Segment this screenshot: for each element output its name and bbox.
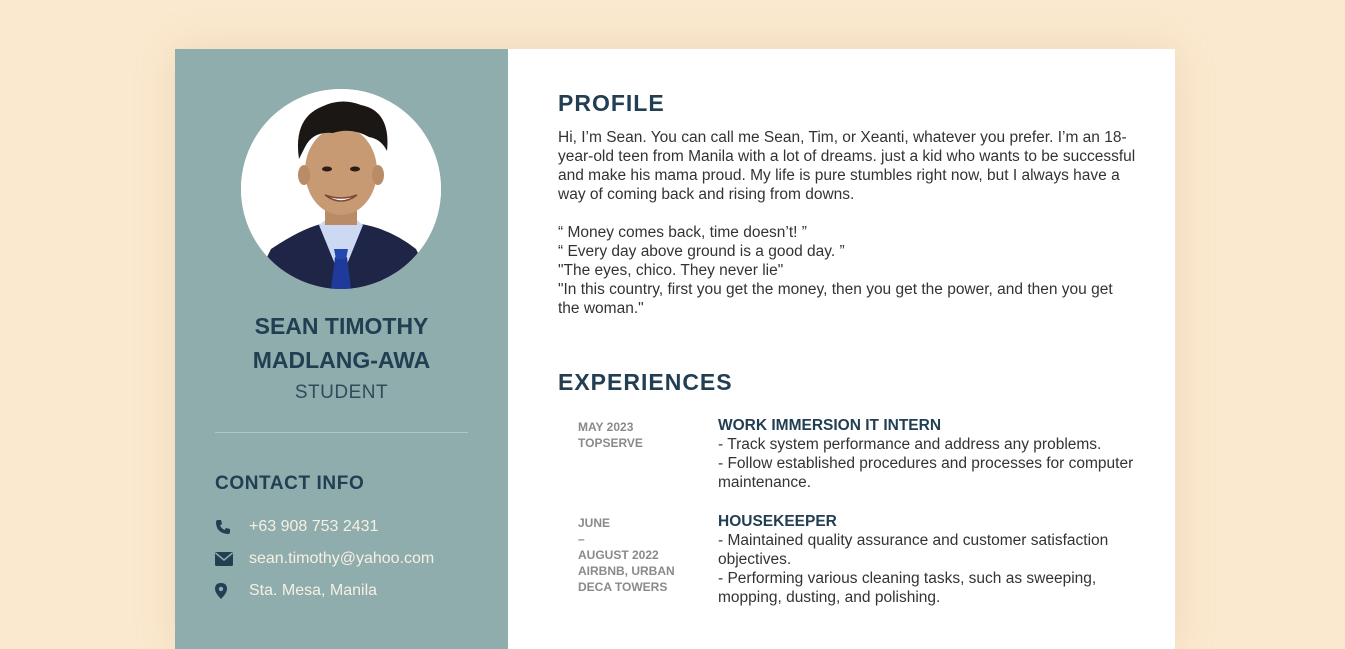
- quote: "In this country, first you get the money, then you get the power, and then you get the woman.": [558, 281, 1113, 317]
- duty-line: - Maintained quality assurance and customer satisfaction objectives.: [718, 532, 1109, 568]
- name-line-2: MADLANG-AWA: [252, 347, 431, 373]
- contact-info-heading: CONTACT INFO: [215, 473, 365, 494]
- experiences-heading: EXPERIENCES: [558, 369, 733, 395]
- avatar: [241, 89, 441, 289]
- profile-intro: Hi, I’m Sean. You can call me Sean, Tim, or Xeanti, whatever you prefer. I’m an 18-year-old teen from Manila with a lot of dreams. just a kid who wants to be successful and make his mama proud. My life is pure stumbles right now, but I always have a way of coming back and rising from downs.: [558, 129, 1136, 203]
- experience-date: [578, 419, 698, 451]
- map-pin-icon: [215, 582, 249, 600]
- duty-line: - Performing various cleaning tasks, such as sweeping, mopping, dusting, and polishing.: [718, 570, 1097, 606]
- quotes-list: [558, 223, 1138, 318]
- date-line: MAY 2023: [578, 420, 634, 434]
- role-title: STUDENT: [294, 382, 389, 403]
- experience-body: [718, 512, 1138, 607]
- experience-date: [578, 515, 698, 595]
- duty-line: - Track system performance and address any problems.: [718, 436, 1102, 453]
- date-line: –: [578, 532, 585, 546]
- phone-icon: [215, 518, 249, 536]
- experience-body: [718, 416, 1138, 492]
- envelope-icon: [215, 550, 249, 568]
- sidebar: [175, 49, 508, 649]
- date-line: AUGUST 2022: [578, 548, 659, 562]
- location-text: Sta. Mesa, Manila: [249, 582, 378, 599]
- quote: “ Every day above ground is a good day. ”: [558, 243, 845, 260]
- company-line: AIRBNB, URBAN: [578, 564, 675, 578]
- contact-phone[interactable]: [215, 516, 378, 538]
- main-content: [558, 49, 1138, 649]
- profile-photo: [241, 89, 441, 289]
- job-title: WORK IMMERSION IT INTERN: [718, 417, 942, 434]
- divider: [215, 432, 468, 433]
- profile-heading: PROFILE: [558, 90, 665, 116]
- company-line: TOPSERVE: [578, 436, 643, 450]
- full-name: [175, 309, 508, 377]
- quote: "The eyes, chico. They never lie": [558, 262, 784, 279]
- quote: “ Money comes back, time doesn’t! ”: [558, 224, 807, 241]
- email-text: sean.timothy@yahoo.com: [249, 550, 435, 567]
- profile-text: [558, 128, 1138, 318]
- contact-location[interactable]: [215, 580, 377, 602]
- phone-text: +63 908 753 2431: [249, 518, 379, 535]
- contact-email[interactable]: [215, 548, 434, 570]
- company-line: DECA TOWERS: [578, 580, 668, 594]
- job-title: HOUSEKEEPER: [718, 513, 837, 530]
- resume-card: [175, 49, 1175, 649]
- name-line-1: SEAN TIMOTHY: [254, 313, 429, 339]
- duty-line: - Follow established procedures and processes for computer maintenance.: [718, 455, 1134, 491]
- date-line: JUNE: [578, 516, 611, 530]
